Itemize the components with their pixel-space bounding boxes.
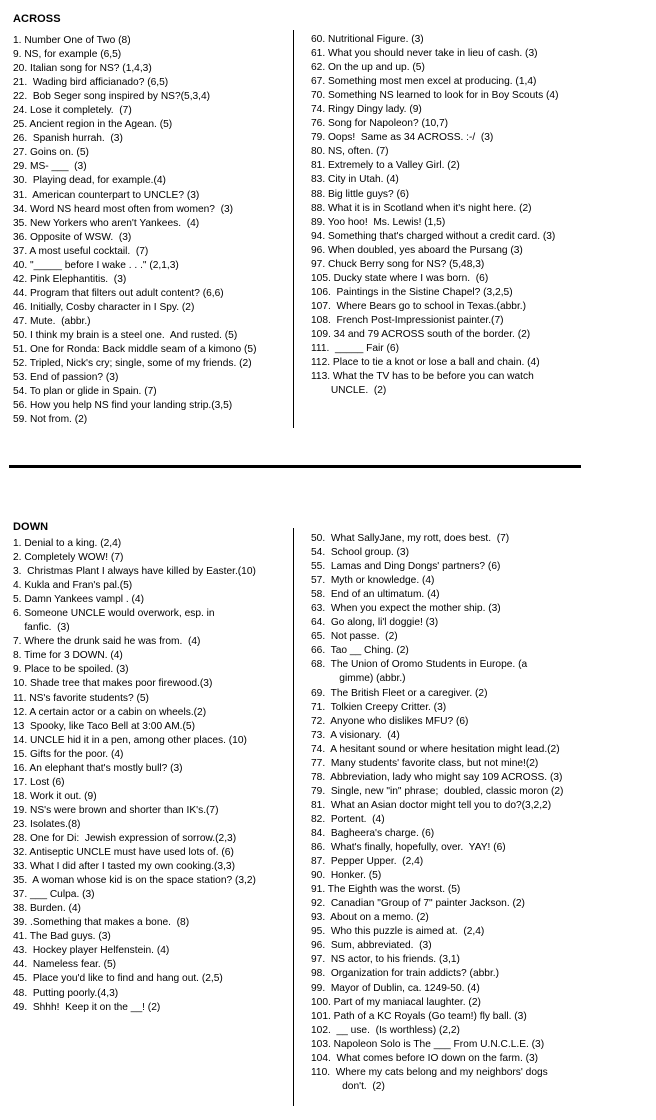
clue-item: 33. What I did after I tasted my own cooking.(3,3) <box>13 861 235 873</box>
clue-item: 50. What SallyJane, my rott, does best. (7) <box>311 533 510 544</box>
section-divider <box>9 465 581 468</box>
clue-item: 5. Damn Yankees vampl . (4) <box>13 594 144 606</box>
clue-item: 102. __ use. (Is worthless) (2,2) <box>311 1024 460 1036</box>
clue-item: 37. ___ Culpa. (3) <box>13 889 95 901</box>
clue-item: 95. Who this puzzle is aimed at. (2,4) <box>311 926 485 938</box>
clue-item: 26. Spanish hurrah. (3) <box>13 133 123 145</box>
clue-item: 11. NS's favorite students? (5) <box>13 692 149 704</box>
clue-item: 14. UNCLE hid it in a pen, among other places. (10) <box>13 734 247 746</box>
across-heading: ACROSS <box>13 13 61 25</box>
clue-item: 49. Shhh! Keep it on the __! (2) <box>13 1001 161 1013</box>
clue-item: 28. One for Di: Jewish expression of sorrow.(2,3) <box>13 832 237 844</box>
clue-item: 100. Part of my maniacal laughter. (2) <box>311 996 481 1008</box>
clue-item: 87. Pepper Upper. (2,4) <box>311 856 424 868</box>
clue-item: 113. What the TV has to be before you can watch <box>311 371 534 383</box>
clue-item: 71. Tolkien Creepy Critter. (3) <box>311 701 447 713</box>
clue-item: 79. Oops! Same as 34 ACROSS. :-/ (3) <box>311 132 494 144</box>
clue-item: 67. Something most men excel at producing. (1,4) <box>311 76 537 88</box>
clue-item: 70. Something NS learned to look for in Boy Scouts (4) <box>311 90 559 102</box>
clue-item: don't. (2) <box>311 1080 385 1092</box>
clue-item: 30. Playing dead, for example.(4) <box>13 175 166 187</box>
clue-item: 12. A certain actor or a cabin on wheels.(2) <box>13 706 207 718</box>
clue-item: 17. Lost (6) <box>13 776 65 788</box>
clue-item: UNCLE. (2) <box>311 385 387 397</box>
clue-item: 101. Path of a KC Royals (Go team!) fly ball. (3) <box>311 1010 527 1022</box>
clue-item: 2. Completely WOW! (7) <box>13 552 124 564</box>
clue-item: 68. The Union of Oromo Students in Europe. (a <box>311 659 528 671</box>
clue-item: 50. I think my brain is a steel one. And rusted. (5) <box>13 329 238 341</box>
clue-item: 10. Shade tree that makes poor firewood.(3) <box>13 678 213 690</box>
clue-item: 108. French Post-Impressionist painter.(7) <box>311 314 504 326</box>
clue-item: 103. Napoleon Solo is The ___ From U.N.C.L.E. (3) <box>311 1038 545 1050</box>
clue-item: 35. New Yorkers who aren't Yankees. (4) <box>13 217 200 229</box>
across-right-column <box>311 33 558 398</box>
clue-item: 16. An elephant that's mostly bull? (3) <box>13 762 183 774</box>
clue-item: 94. Something that's charged without a credit card. (3) <box>311 230 556 242</box>
clue-item: 22. Bob Seger song inspired by NS?(5,3,4) <box>13 91 211 103</box>
clue-item: 77. Many students' favorite class, but not mine!(2) <box>311 757 539 769</box>
down-column-divider <box>293 528 294 1106</box>
clue-item: 35. A woman whose kid is on the space station? (3,2) <box>13 875 256 887</box>
clue-item: 80. NS, often. (7) <box>311 146 389 158</box>
clue-item: 74. A hesitant sound or where hesitation might lead.(2) <box>311 743 560 755</box>
clue-item: 96. When doubled, yes aboard the Pursang (3) <box>311 244 523 256</box>
clue-item: 20. Italian song for NS? (1,4,3) <box>13 63 152 75</box>
clue-item: 81. What an Asian doctor might tell you to do?(3,2,2) <box>311 799 552 811</box>
clue-item: 91. The Eighth was the worst. (5) <box>311 884 461 896</box>
clue-item: 6. Someone UNCLE would overwork, esp. in <box>13 608 215 620</box>
clue-item: 73. A visionary. (4) <box>311 729 400 741</box>
clue-item: 93. About on a memo. (2) <box>311 912 429 924</box>
clue-item: 109. 34 and 79 ACROSS south of the border. (2) <box>311 328 531 340</box>
clue-item: 34. Word NS heard most often from women? (3) <box>13 203 234 215</box>
clue-item: 45. Place you'd like to find and hang out. (2,5) <box>13 973 223 985</box>
clue-item: 38. Burden. (4) <box>13 903 81 915</box>
clue-item: 92. Canadian "Group of 7" painter Jackson. (2) <box>311 898 525 910</box>
clue-item: 86. What's finally, hopefully, over. YAY! (6) <box>311 842 506 854</box>
clue-item: 107. Where Bears go to school in Texas.(abbr.) <box>311 300 526 312</box>
clue-item: 64. Go along, li'l doggie! (3) <box>311 617 439 629</box>
clue-item: 23. Isolates.(8) <box>13 818 81 830</box>
clue-item: 7. Where the drunk said he was from. (4) <box>13 636 201 648</box>
clue-item: 63. When you expect the mother ship. (3) <box>311 603 501 615</box>
clue-item: 25. Ancient region in the Agean. (5) <box>13 119 173 131</box>
clue-item: 21. Wading bird afficianado? (6,5) <box>13 77 169 89</box>
clue-item: 27. Goins on. (5) <box>13 147 89 159</box>
clue-item: 61. What you should never take in lieu of cash. (3) <box>311 48 538 60</box>
down-left-column <box>13 537 256 1015</box>
clue-item: 60. Nutritional Figure. (3) <box>311 34 424 45</box>
clue-item: 78. Abbreviation, lady who might say 109 ACROSS. (3) <box>311 771 563 783</box>
clue-item: 76. Song for Napoleon? (10,7) <box>311 118 449 130</box>
clue-item: 1. Denial to a king. (2,4) <box>13 538 122 549</box>
clue-item: 88. What it is in Scotland when it's night here. (2) <box>311 202 532 214</box>
clue-item: 53. End of passion? (3) <box>13 372 119 384</box>
clue-item: 47. Mute. (abbr.) <box>13 315 91 327</box>
across-left-column <box>13 34 257 427</box>
clue-item: 65. Not passe. (2) <box>311 631 398 643</box>
clue-item: 19. NS's were brown and shorter than IK's.(7) <box>13 804 219 816</box>
clue-item: 72. Anyone who dislikes MFU? (6) <box>311 715 469 727</box>
clue-item: 111. _____ Fair (6) <box>311 343 399 355</box>
clue-item: 57. Myth or knowledge. (4) <box>311 575 435 587</box>
clue-item: 105. Ducky state where I was born. (6) <box>311 272 489 284</box>
clue-item: 46. Initially, Cosby character in I Spy. (2) <box>13 301 195 313</box>
clue-item: 112. Place to tie a knot or lose a ball and chain. (4) <box>311 357 540 369</box>
clue-item: 69. The British Fleet or a caregiver. (2) <box>311 687 488 699</box>
clue-item: 83. City in Utah. (4) <box>311 174 399 186</box>
clue-item: 89. Yoo hoo! Ms. Lewis! (1,5) <box>311 216 446 228</box>
clue-item: gimme) (abbr.) <box>311 673 406 685</box>
clue-item: 90. Honker. (5) <box>311 870 382 882</box>
clue-item: 29. MS- ___ (3) <box>13 161 87 173</box>
clue-item: 82. Portent. (4) <box>311 813 385 825</box>
clue-item: 43. Hockey player Helfenstein. (4) <box>13 945 170 957</box>
clue-item: 13 Spooky, like Taco Bell at 3:00 AM.(5) <box>13 720 195 732</box>
across-column-divider <box>293 30 294 428</box>
clue-item: 44. Program that filters out adult content? (6,6) <box>13 287 224 299</box>
clue-item: 31. American counterpart to UNCLE? (3) <box>13 189 200 201</box>
down-heading: DOWN <box>13 521 49 533</box>
clue-item: 52. Tripled, Nick's cry; single, some of my friends. (2) <box>13 358 252 370</box>
clue-item: 18. Work it out. (9) <box>13 790 97 802</box>
clue-item: 51. One for Ronda: Back middle seam of a kimono (5) <box>13 344 257 356</box>
clue-item: 55. Lamas and Ding Dongs' partners? (6) <box>311 561 501 573</box>
clue-item: 36. Opposite of WSW. (3) <box>13 231 132 243</box>
clue-item: 3. Christmas Plant I always have killed by Easter.(10) <box>13 566 256 578</box>
clue-item: 96. Sum, abbreviated. (3) <box>311 940 432 952</box>
clue-item: 41. The Bad guys. (3) <box>13 931 111 943</box>
clue-item: 88. Big little guys? (6) <box>311 188 409 200</box>
clue-item: 74. Ringy Dingy lady. (9) <box>311 104 422 116</box>
clue-item: 97. Chuck Berry song for NS? (5,48,3) <box>311 258 485 270</box>
clue-item: 59. Not from. (2) <box>13 414 88 426</box>
clue-item: 40. "_____ before I wake . . ." (2,1,3) <box>13 259 179 271</box>
clue-item: 106. Paintings in the Sistine Chapel? (3,2,5) <box>311 286 513 298</box>
clue-item: 56. How you help NS find your landing strip.(3,5) <box>13 400 233 412</box>
clue-item: 37. A most useful cocktail. (7) <box>13 245 149 257</box>
clue-item: 1. Number One of Two (8) <box>13 35 131 46</box>
clue-item: 44. Nameless fear. (5) <box>13 959 117 971</box>
clue-item: 99. Mayor of Dublin, ca. 1249-50. (4) <box>311 982 480 994</box>
clue-item: 32. Antiseptic UNCLE must have used lots of. (6) <box>13 847 234 859</box>
clue-item: 81. Extremely to a Valley Girl. (2) <box>311 160 460 172</box>
clue-item: 97. NS actor, to his friends. (3,1) <box>311 954 460 966</box>
clue-item: 58. End of an ultimatum. (4) <box>311 589 440 601</box>
clue-item: 104. What comes before IO down on the farm. (3) <box>311 1052 539 1064</box>
clue-item: 9. NS, for example (6,5) <box>13 49 122 61</box>
clue-item: 9. Place to be spoiled. (3) <box>13 664 129 676</box>
clue-item: 54. To plan or glide in Spain. (7) <box>13 386 157 398</box>
clue-item: 42. Pink Elephantitis. (3) <box>13 273 127 285</box>
clue-item: 66. Tao __ Ching. (2) <box>311 645 409 657</box>
clue-item: 54. School group. (3) <box>311 547 409 559</box>
clue-item: 15. Gifts for the poor. (4) <box>13 748 124 760</box>
down-right-column <box>311 532 563 1094</box>
clue-item: 110. Where my cats belong and my neighbors' dogs <box>311 1066 548 1078</box>
clue-item: 48. Putting poorly.(4,3) <box>13 987 119 999</box>
clue-item: 24. Lose it completely. (7) <box>13 105 132 117</box>
clue-item: 8. Time for 3 DOWN. (4) <box>13 650 123 662</box>
clue-item: 62. On the up and up. (5) <box>311 62 425 74</box>
clue-item: 79. Single, new "in" phrase; doubled, classic moron (2) <box>311 785 564 797</box>
clue-item: 39. .Something that makes a bone. (8) <box>13 917 190 929</box>
clue-item: fanfic. (3) <box>13 622 70 634</box>
clue-item: 84. Bagheera's charge. (6) <box>311 827 435 839</box>
clue-item: 98. Organization for train addicts? (abbr.) <box>311 968 500 980</box>
clue-item: 4. Kukla and Fran's pal.(5) <box>13 580 133 592</box>
